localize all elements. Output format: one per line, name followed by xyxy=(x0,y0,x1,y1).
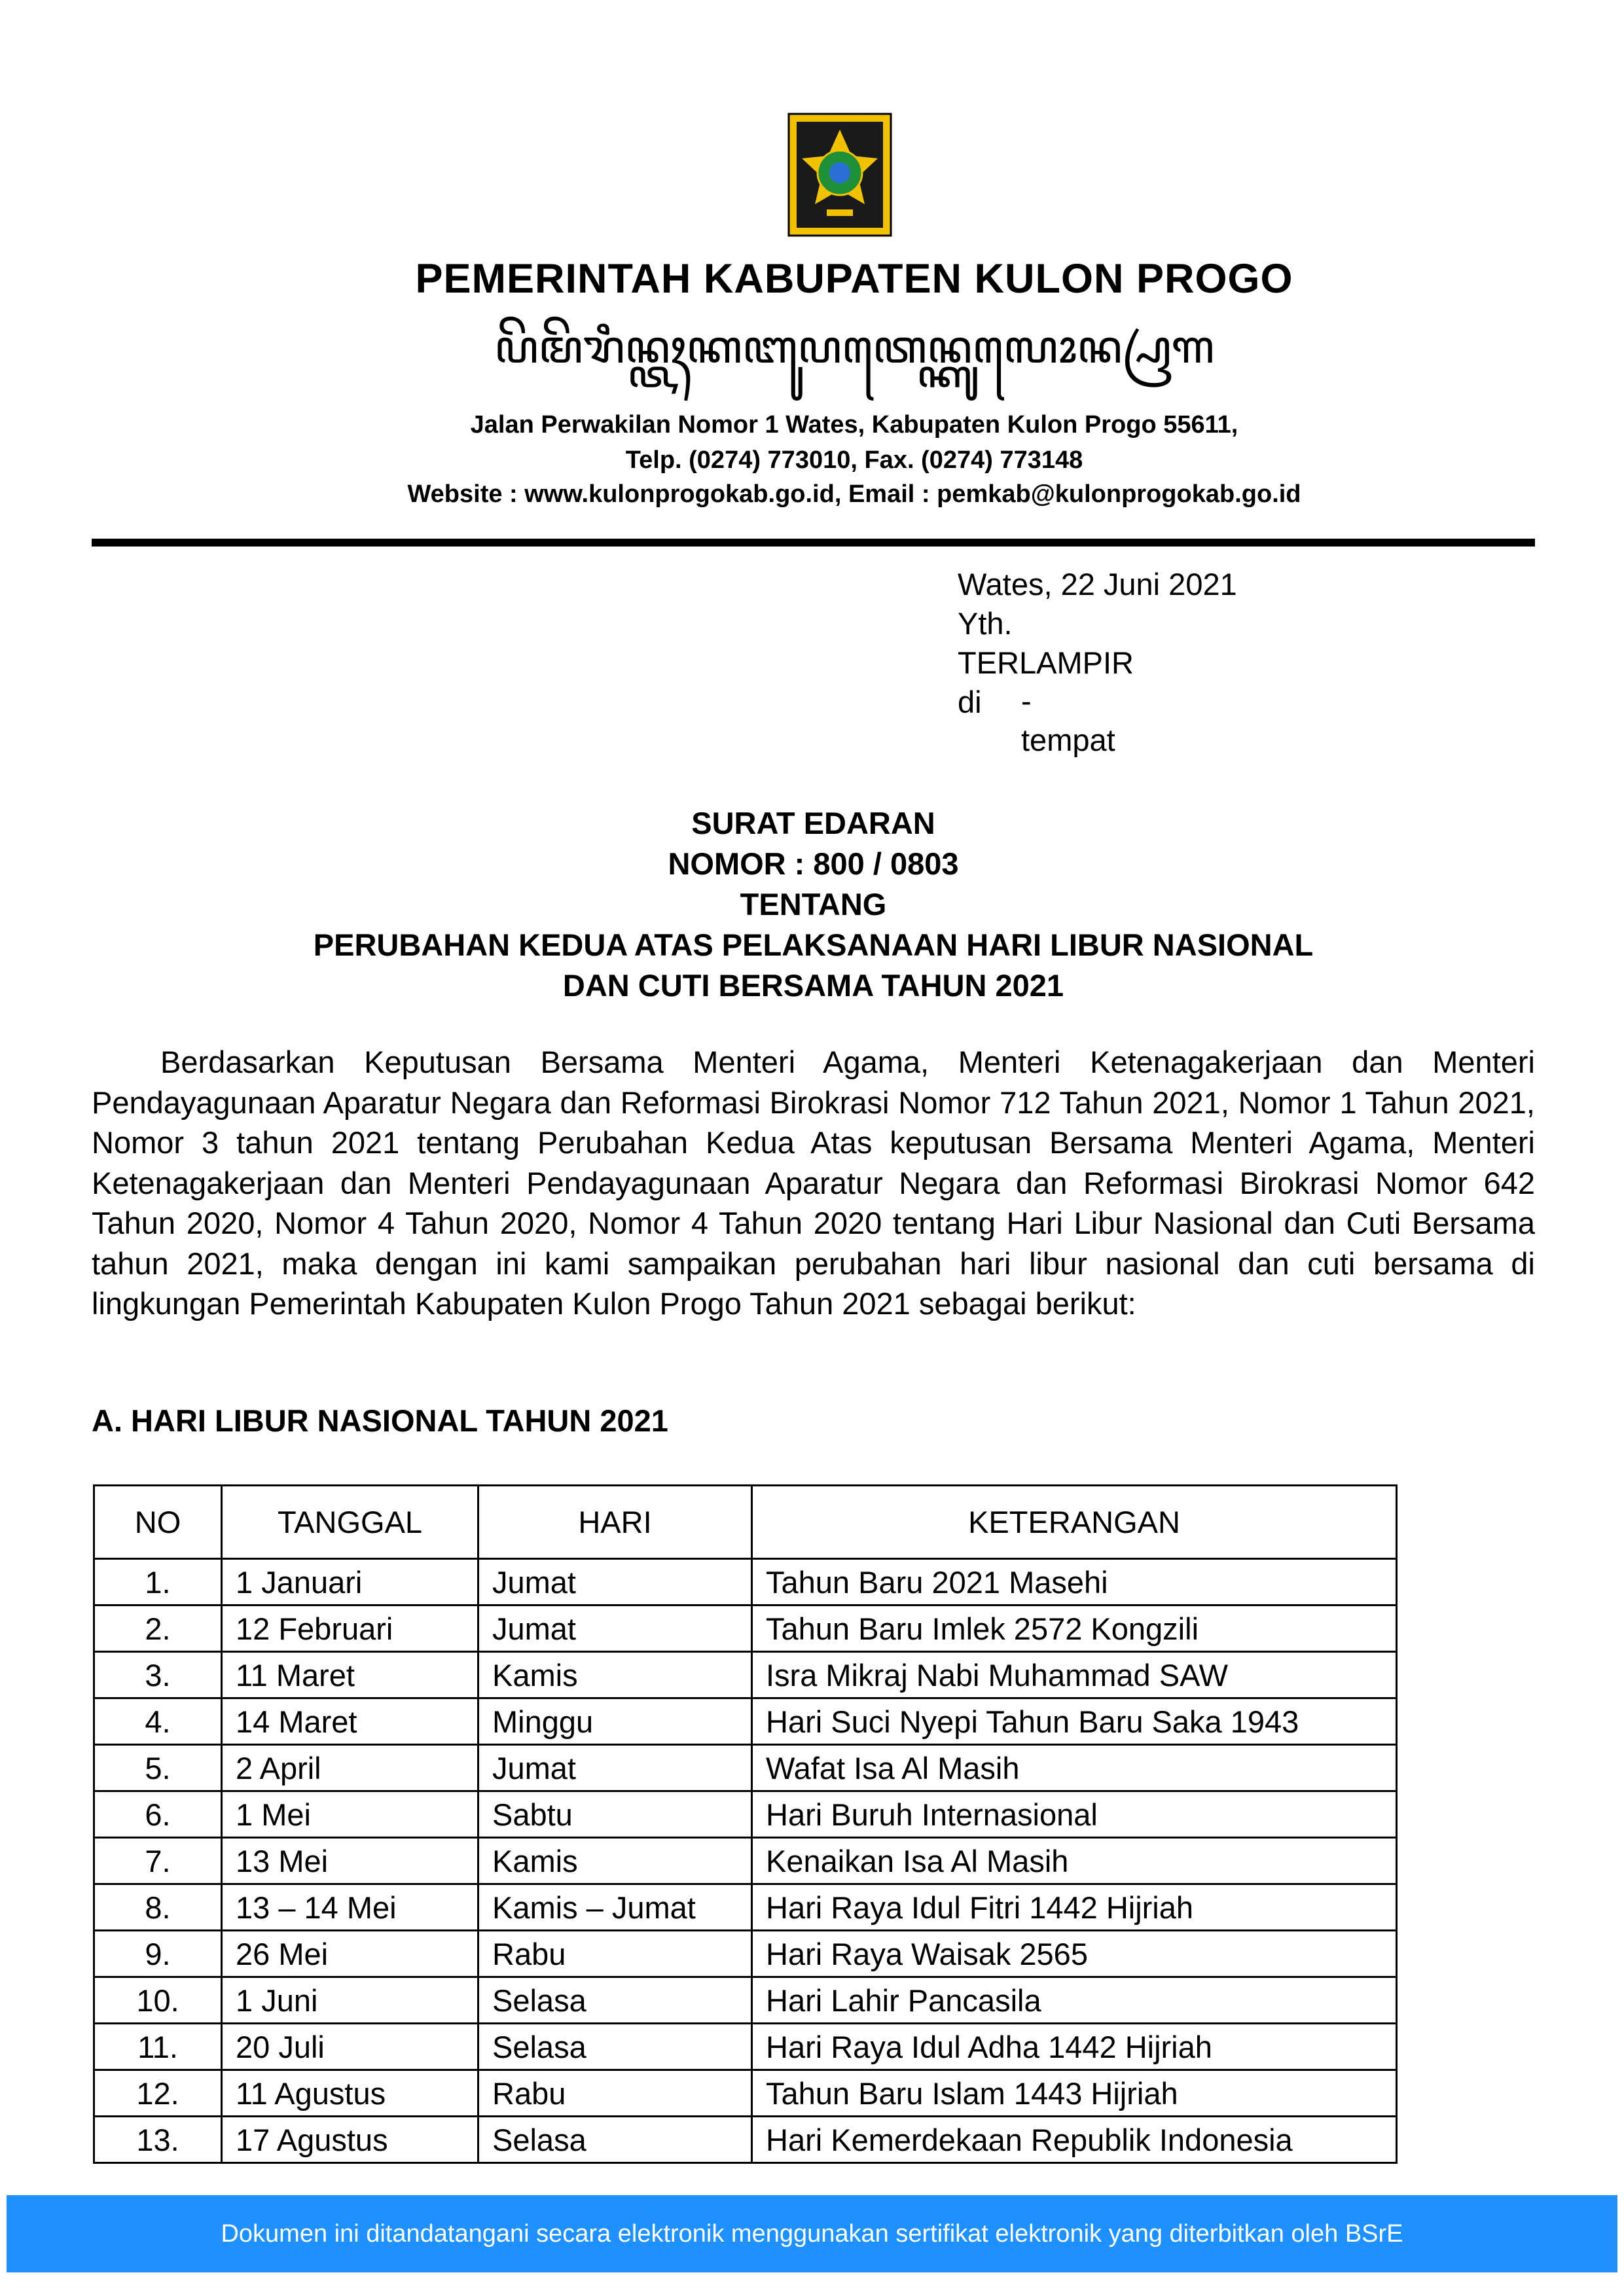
cell-hari: Minggu xyxy=(478,1698,752,1745)
table-row xyxy=(94,1791,1397,1838)
column-header-no: NO xyxy=(94,1486,222,1559)
cell-hari: Sabtu xyxy=(478,1791,752,1838)
column-header-tanggal: TANGGAL xyxy=(222,1486,478,1559)
holiday-table xyxy=(93,1484,1398,2164)
cell-keterangan: Tahun Baru Imlek 2572 Kongzili xyxy=(752,1605,1397,1652)
cell-tanggal: 1 Januari xyxy=(222,1559,478,1605)
cell-no: 2. xyxy=(94,1605,222,1652)
location: tempat xyxy=(1021,723,1115,757)
cell-no: 5. xyxy=(94,1745,222,1791)
government-name: PEMERINTAH KABUPATEN KULON PROGO xyxy=(415,256,1293,302)
cell-no: 12. xyxy=(94,2070,222,2117)
table-row xyxy=(94,2024,1397,2070)
letter-about-label: TENTANG xyxy=(740,887,887,922)
cell-keterangan: Hari Lahir Pancasila xyxy=(752,1977,1397,2024)
table-row xyxy=(94,1652,1397,1698)
cell-no: 9. xyxy=(94,1931,222,1977)
cell-tanggal: 26 Mei xyxy=(222,1931,478,1977)
kulon-progo-emblem-icon xyxy=(787,113,892,237)
cell-keterangan: Isra Mikraj Nabi Muhammad SAW xyxy=(752,1652,1397,1698)
table-row xyxy=(94,1931,1397,1977)
cell-no: 10. xyxy=(94,1977,222,2024)
salutation: Yth. xyxy=(958,606,1013,641)
table-row xyxy=(94,1605,1397,1652)
cell-no: 6. xyxy=(94,1791,222,1838)
addressee: TERLAMPIR xyxy=(958,645,1134,680)
letter-type: SURAT EDARAN xyxy=(691,806,935,840)
cell-hari: Jumat xyxy=(478,1745,752,1791)
cell-no: 3. xyxy=(94,1652,222,1698)
phone-fax-line: Telp. (0274) 773010, Fax. (0274) 773148 xyxy=(625,446,1083,474)
cell-keterangan: Hari Raya Idul Fitri 1442 Hijriah xyxy=(752,1884,1397,1931)
letter-date: Wates, 22 Juni 2021 xyxy=(958,567,1237,601)
column-header-keterangan: KETERANGAN xyxy=(752,1486,1397,1559)
cell-tanggal: 1 Juni xyxy=(222,1977,478,2024)
cell-no: 8. xyxy=(94,1884,222,1931)
cell-hari: Kamis xyxy=(478,1838,752,1884)
table-row xyxy=(94,1559,1397,1605)
cell-tanggal: 2 April xyxy=(222,1745,478,1791)
cell-no: 13. xyxy=(94,2117,222,2163)
cell-keterangan: Hari Suci Nyepi Tahun Baru Saka 1943 xyxy=(752,1698,1397,1745)
cell-tanggal: 17 Agustus xyxy=(222,2117,478,2163)
table-row xyxy=(94,1977,1397,2024)
cell-keterangan: Kenaikan Isa Al Masih xyxy=(752,1838,1397,1884)
letterhead-divider xyxy=(92,539,1535,547)
cell-hari: Selasa xyxy=(478,2024,752,2070)
cell-no: 7. xyxy=(94,1838,222,1884)
website-email-line: Website : www.kulonprogokab.go.id, Email : pemkab@kulonprogokab.go.id xyxy=(407,480,1301,508)
table-row xyxy=(94,2070,1397,2117)
cell-no: 11. xyxy=(94,2024,222,2070)
cell-keterangan: Tahun Baru 2021 Masehi xyxy=(752,1559,1397,1605)
cell-hari: Rabu xyxy=(478,1931,752,1977)
cell-keterangan: Hari Raya Waisak 2565 xyxy=(752,1931,1397,1977)
section-heading: A. HARI LIBUR NASIONAL TAHUN 2021 xyxy=(92,1403,668,1438)
cell-keterangan: Wafat Isa Al Masih xyxy=(752,1745,1397,1791)
cell-hari: Jumat xyxy=(478,1605,752,1652)
cell-tanggal: 13 Mei xyxy=(222,1838,478,1884)
javanese-script-name: ꦥꦼꦩꦼꦫꦶꦤ꧀ꦠꦃꦏꦧꦸꦥꦠꦺꦤ꧀ꦏꦸꦭꦺꦴꦤ꧀ꦥꦿꦒ xyxy=(494,320,1215,374)
cell-tanggal: 11 Agustus xyxy=(222,2070,478,2117)
cell-keterangan: Hari Raya Idul Adha 1442 Hijriah xyxy=(752,2024,1397,2070)
location-dash: - xyxy=(1021,683,1032,718)
table-header-row xyxy=(94,1486,1397,1559)
cell-tanggal: 13 – 14 Mei xyxy=(222,1884,478,1931)
cell-no: 4. xyxy=(94,1698,222,1745)
table-row xyxy=(94,1698,1397,1745)
cell-hari: Kamis xyxy=(478,1652,752,1698)
cell-keterangan: Hari Kemerdekaan Republik Indonesia xyxy=(752,2117,1397,2163)
table-row xyxy=(94,1745,1397,1791)
address-line: Jalan Perwakilan Nomor 1 Wates, Kabupaten Kulon Progo 55611, xyxy=(470,411,1238,439)
cell-hari: Rabu xyxy=(478,2070,752,2117)
location-prefix: di xyxy=(958,685,982,719)
cell-hari: Selasa xyxy=(478,1977,752,2024)
table-row xyxy=(94,2117,1397,2163)
cell-hari: Selasa xyxy=(478,2117,752,2163)
cell-tanggal: 20 Juli xyxy=(222,2024,478,2070)
cell-hari: Kamis – Jumat xyxy=(478,1884,752,1931)
column-header-hari: HARI xyxy=(478,1486,752,1559)
table-row xyxy=(94,1884,1397,1931)
cell-tanggal: 1 Mei xyxy=(222,1791,478,1838)
table-row xyxy=(94,1838,1397,1884)
cell-keterangan: Hari Buruh Internasional xyxy=(752,1791,1397,1838)
e-signature-notice: Dokumen ini ditandatangani secara elektronik menggunakan sertifikat elektronik yang diterbitkan oleh BSrE xyxy=(7,2195,1617,2272)
letter-subject-line2: DAN CUTI BERSAMA TAHUN 2021 xyxy=(562,968,1064,1003)
letter-number: NOMOR : 800 / 0803 xyxy=(668,846,959,881)
letter-subject-line1: PERUBAHAN KEDUA ATAS PELAKSANAAN HARI LIBUR NASIONAL xyxy=(313,927,1314,962)
cell-tanggal: 12 Februari xyxy=(222,1605,478,1652)
cell-tanggal: 14 Maret xyxy=(222,1698,478,1745)
cell-no: 1. xyxy=(94,1559,222,1605)
body-paragraph: Berdasarkan Keputusan Bersama Menteri Agama, Menteri Ketenagakerjaan dan Menteri Pendayagunaan Aparatur Negara dan Reformasi Birokrasi Nomor 712 Tahun 2021, Nomor 1 Tahun 2021, Nomor 3 tahun 2021 tentang Perubahan Kedua Atas keputusan Bersama Menteri Agama, Menteri Ketenagakerjaan dan Menteri Pendayagunaan Aparatur Negara dan Reformasi Birokrasi Nomor 642 Tahun 2020, Nomor 4 Tahun 2020, Nomor 4 Tahun 2020 tentang Hari Libur Nasional dan Cuti Bersama tahun 2021, maka dengan ini kami sampaikan perubahan hari libur nasional dan cuti bersama di lingkungan Pemerintah Kabupaten Kulon Progo Tahun 2021 sebagai berikut: xyxy=(92,1045,1535,1321)
cell-hari: Jumat xyxy=(478,1559,752,1605)
cell-tanggal: 11 Maret xyxy=(222,1652,478,1698)
cell-keterangan: Tahun Baru Islam 1443 Hijriah xyxy=(752,2070,1397,2117)
